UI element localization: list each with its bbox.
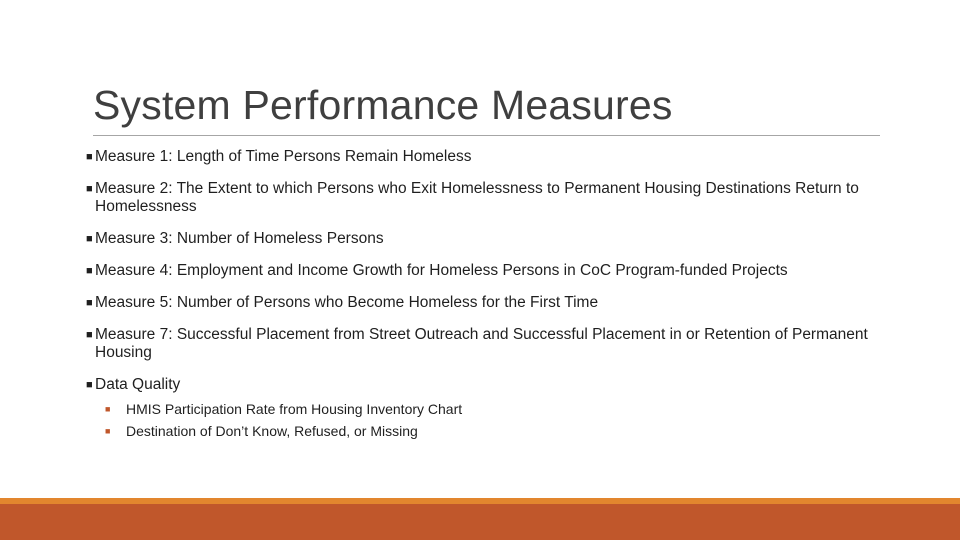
slide-title: System Performance Measures	[93, 82, 673, 128]
square-bullet-icon: ■	[86, 297, 93, 309]
square-bullet-icon: ■	[86, 265, 93, 277]
data-quality-sub-list	[95, 398, 886, 442]
list-item	[86, 180, 886, 216]
list-item	[86, 148, 886, 166]
sub-bullet-text: Destination of Don’t Know, Refused, or Missing	[126, 423, 418, 439]
bullet-text: Measure 3: Number of Homeless Persons	[95, 230, 384, 247]
footer-bar	[0, 504, 960, 540]
bullet-text: Data Quality	[95, 376, 181, 393]
square-bullet-icon: ■	[86, 379, 93, 391]
bullet-text: Measure 2: The Extent to which Persons who Exit Homelessness to Permanent Housing Destinations Return to Homelessness	[95, 180, 859, 215]
square-bullet-icon: ■	[86, 233, 93, 245]
sub-list-item	[105, 420, 886, 442]
square-bullet-icon: ■	[86, 329, 93, 341]
square-sub-bullet-icon: ■	[105, 404, 111, 414]
title-underline-divider	[93, 135, 880, 136]
list-item	[86, 262, 886, 280]
bullet-text: Measure 1: Length of Time Persons Remain Homeless	[95, 148, 472, 165]
list-item	[86, 294, 886, 312]
sub-list-item	[105, 398, 886, 420]
square-bullet-icon: ■	[86, 183, 93, 195]
bullet-text: Measure 7: Successful Placement from Street Outreach and Successful Placement in or Retention of Permanent Housing	[95, 326, 868, 361]
measures-bullet-list	[86, 148, 886, 456]
bullet-text: Measure 4: Employment and Income Growth for Homeless Persons in CoC Program-funded Projects	[95, 262, 788, 279]
list-item	[86, 230, 886, 248]
list-item	[86, 376, 886, 442]
bullet-text: Measure 5: Number of Persons who Become Homeless for the First Time	[95, 294, 599, 311]
square-sub-bullet-icon: ■	[105, 426, 111, 436]
square-bullet-icon: ■	[86, 151, 93, 163]
sub-bullet-text: HMIS Participation Rate from Housing Inventory Chart	[126, 401, 463, 417]
list-item	[86, 326, 886, 362]
